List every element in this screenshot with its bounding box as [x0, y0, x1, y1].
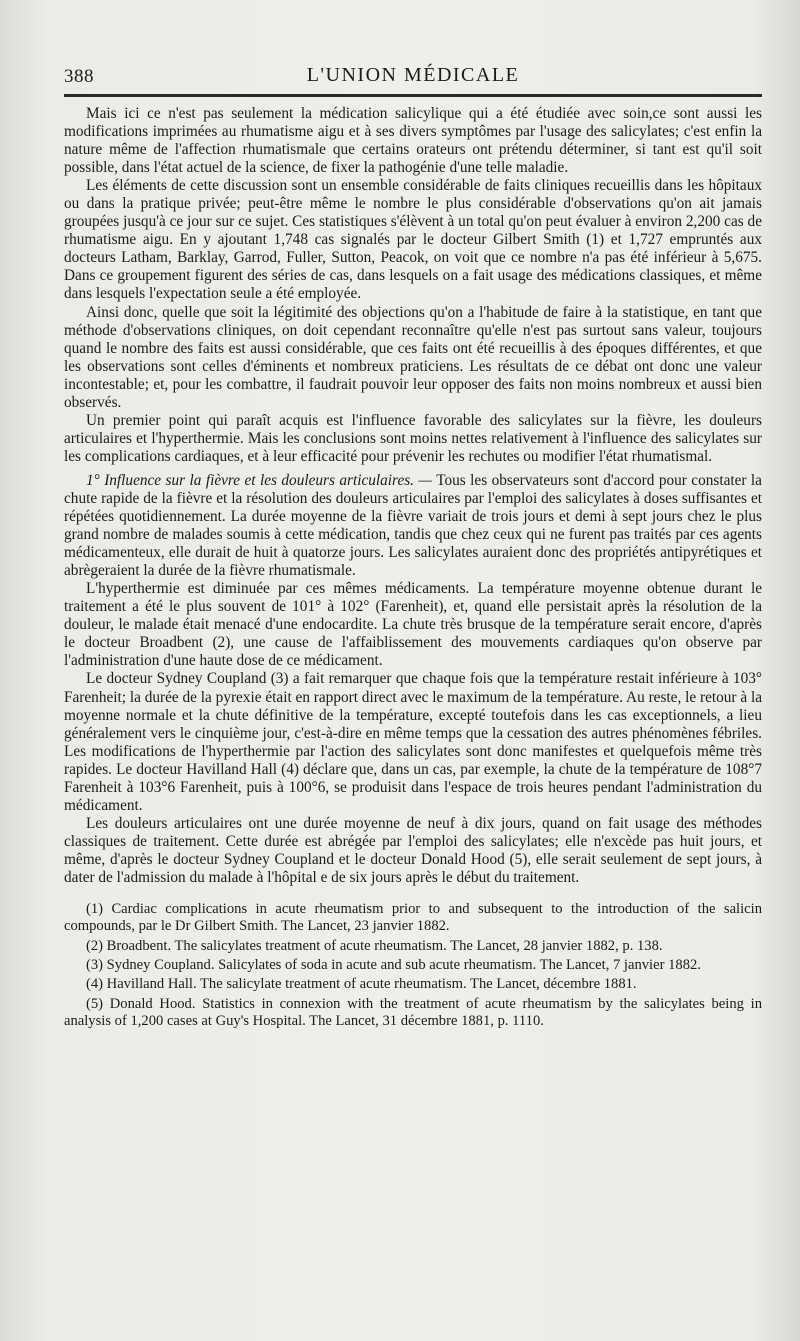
running-head: [64, 58, 762, 97]
body-paragraph: Les douleurs articulaires ont une durée moyenne de neuf à dix jours, quand on fait usage des méthodes classiques de traitement. Cette durée est abrégée par l'emploi des salicylates; elle n'excède pas huit jours, et même, d'après le docteur Sydney Coupland et le docteur Donald Hood (5), elle serait seulement de sept jours, à dater de l'admission du malade à l'hôpital e de six jours après le début du traitement.: [64, 814, 762, 886]
article-body: [64, 105, 762, 887]
section-heading: 1° Influence sur la fièvre et les douleurs articulaires. —: [86, 471, 433, 489]
footnote: (2) Broadbent. The salicylates treatment of acute rheumatism. The Lancet, 28 janvier 1882, p. 138.: [86, 937, 663, 954]
footnote: (1) Cardiac complications in acute rheumatism prior to and subsequent to the introduction of the salicin compounds, par le Dr Gilbert Smith. The Lancet, 23 janvier 1882.: [64, 901, 762, 935]
body-paragraph: Les éléments de cette discussion sont un ensemble considérable de faits cliniques recueillis dans les hôpitaux ou dans la pratique privée; peut-être même le nombre le plus considérable d'observations qu'on ait jamais groupées jusqu'à ce jour sur ce sujet. Ces statistiques s'élèvent à un total qu'on peut évaluer à environ 2,200 cas de rhumatisme aigu. En y ajoutant 1,748 cas signalés par le docteur Gilbert Smith (1) et 1,727 empruntés aux docteurs Latham, Barklay, Garrod, Fuller, Sutton, Peacok, on voit que ce nombre n'a pas été inférieur à 5,675. Dans ce groupement figurent des séries de cas, dans lesquels on a fait usage des médications classiques, et même dans lesquels l'expectation seule a été employée.: [64, 177, 762, 303]
footnote: (5) Donald Hood. Statistics in connexion with the treatment of acute rheumatism by the salicylates being in analysis of 1,200 cases at Guy's Hospital. The Lancet, 31 décembre 1881, p. 1110.: [64, 995, 762, 1029]
footnote: (3) Sydney Coupland. Salicylates of soda in acute and sub acute rheumatism. The Lancet, 7 janvier 1882.: [86, 956, 701, 973]
page-number: 388: [64, 66, 94, 87]
footnote: (4) Havilland Hall. The salicylate treatment of acute rheumatism. The Lancet, décembre 1881.: [86, 976, 637, 993]
journal-title: L'UNION MÉDICALE: [306, 64, 520, 86]
body-paragraph: L'hyperthermie est diminuée par ces mêmes médicaments. La température moyenne obtenue durant le traitement a été le plus souvent de 101° à 102° (Farenheit), et, quand elle persistait après la résolution de la douleur, le malade était menacé d'une endocardite. La chute très brusque de la température serait encore, d'après le docteur Broadbent (2), une cause de l'affaiblissement des mouvements cardiaques qu'on observe par l'administration d'une haute dose de ce médicament.: [64, 580, 762, 670]
body-paragraph: Le docteur Sydney Coupland (3) a fait remarquer que chaque fois que la température restait inférieure à 103° Farenheit; la durée de la pyrexie était en rapport direct avec le maximum de la température. Au reste, le retour à la moyenne normale et la chute définitive de la température, excepté toutefois dans les cas exceptionnels, a lieu généralement vers le cinquième jour, c'est-à-dire en même temps que la cessation des autres phénomènes fébriles. Les modifications de l'hyperthermie par l'action des salicylates sont donc manifestes et quelquefois même très rapides. Le docteur Havilland Hall (4) déclare que, dans un cas, par exemple, la chute de la température de 108°7 Farenheit à 103°6 Farenheit, puis à 100°6, se produisit dans l'espace de trois heures pendant l'administration du médicament.: [64, 670, 762, 814]
section-paragraph-text: Tous les observateurs sont d'accord pour constater la chute rapide de la fièvre et la résolution des douleurs articulaires par l'emploi des salicylates à doses suffisantes et répétées quotidiennement. La durée moyenne de la fièvre variait de trois jours et demi à sept jours chez le plus grand nombre de malades soumis à cette médication, tandis que chez ceux qui ne furent pas traités par ces agents médicamenteux, elle durait de huit à quatorze jours. Les salicylates auraient donc des propriétés antipyrétiques et abrègeraient la durée de la fièvre rhumatismale.: [64, 471, 762, 580]
section-paragraph: [64, 472, 762, 580]
body-paragraph: Un premier point qui paraît acquis est l'influence favorable des salicylates sur la fièvre, les douleurs articulaires et l'hyperthermie. Mais les conclusions sont moins nettes relativement à l'influence des salicylates sur les complications cardiaques, et à leur efficacité pour prévenir les rechutes ou modifier l'état rhumatismal.: [64, 411, 762, 465]
footnotes: [64, 901, 762, 1030]
body-paragraph: Mais ici ce n'est pas seulement la médication salicylique qui a été étudiée avec soin,ce sont aussi les modifications imprimées au rhumatisme aigu et à ses divers symptômes par l'usage des salicylates; c'est enfin la nature même de l'affection rhumatismale que certains orateurs ont prétendu déterminer, si tant est qu'il soit possible, dans l'état actuel de la science, de fixer la pathogénie d'une telle maladie.: [64, 105, 762, 177]
body-paragraph: Ainsi donc, quelle que soit la légitimité des objections qu'on a l'habitude de faire à la statistique, en tant que méthode d'observations cliniques, on doit cependant reconnaître qu'elle n'est pas surtout sans valeur, toujours quand le nombre des faits est aussi considérable, que ces faits ont été recueillis à des époques différentes, et que les observations sont celles d'éminents et nombreux praticiens. Les résultats de ce débat ont donc une valeur incontestable; et, pour les combattre, il faudrait pouvoir leur opposer des faits non moins nombreux et aussi bien observés.: [64, 303, 762, 411]
